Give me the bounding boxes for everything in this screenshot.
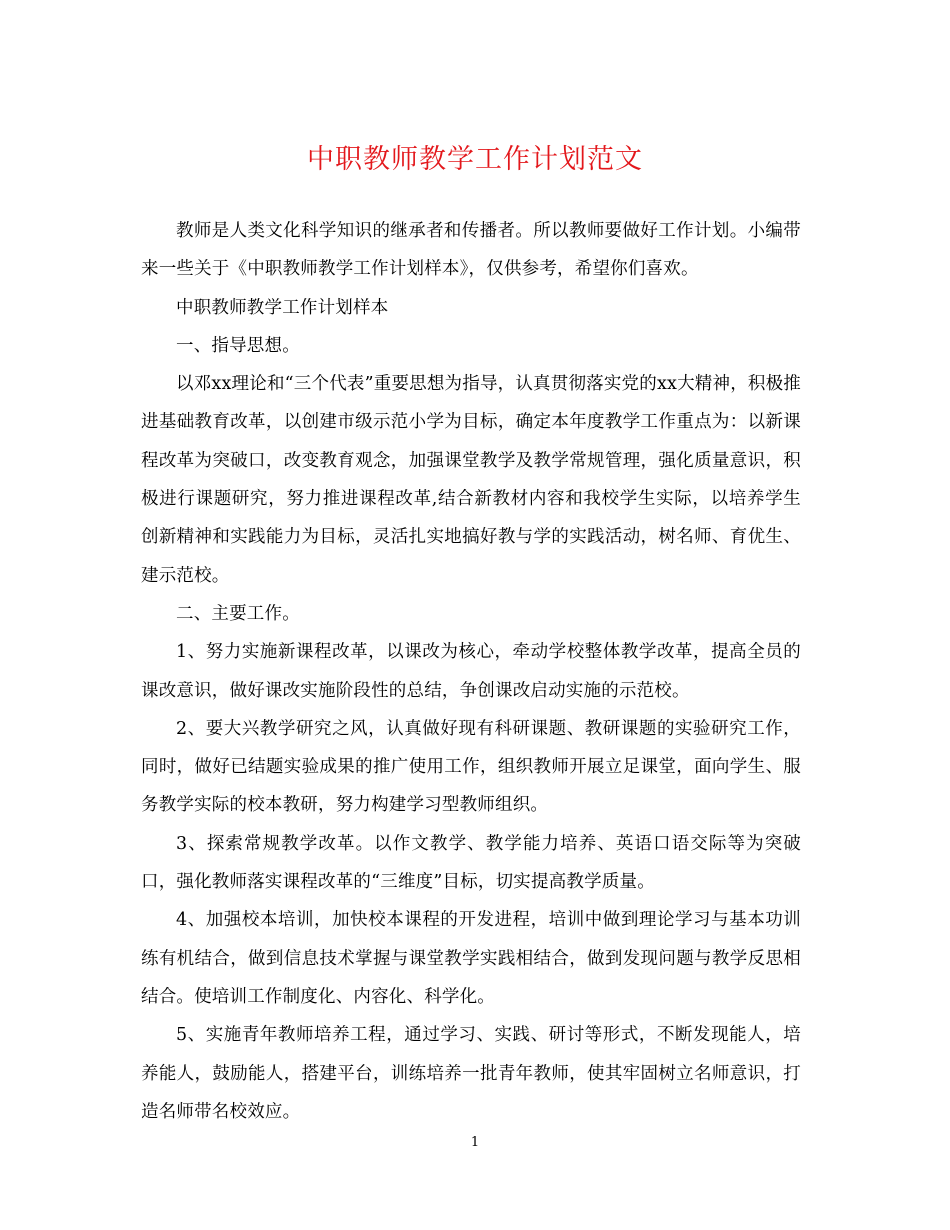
- intro-paragraph: 教师是人类文化科学知识的继承者和传播者。所以教师要做好工作计划。小编带来一些关于《中职教师教学工作计划样本》，仅供参考，希望你们喜欢。: [141, 221, 801, 280]
- work-item-3: 3、探索常规教学改革。以作文教学、教学能力培养、英语口语交际等为突破口，强化教师落实课程改革的“三维度”目标，切实提高教学质量。: [141, 833, 801, 893]
- document-title: 中职教师教学工作计划范文: [307, 144, 643, 175]
- page-number: 1: [470, 1135, 480, 1150]
- document-body: [141, 212, 801, 1131]
- work-item-1: 1、努力实施新课程改革，以课改为核心，牵动学校整体教学改革，提高全员的课改意识，做好课改实施阶段性的总结，争创课改启动实施的示范校。: [141, 642, 801, 701]
- section-subtitle: 中职教师教学工作计划样本: [176, 297, 389, 318]
- work-item-5: 5、实施青年教师培养工程，通过学习、实践、研讨等形式，不断发现能人，培养能人，鼓励能人，搭建平台，训练培养一批青年教师，使其牢固树立名师意识，打造名师带名校效应。: [141, 1025, 801, 1122]
- heading-main-work: 二、主要工作。: [176, 603, 300, 624]
- guiding-ideology-paragraph: 以邓xx理论和“三个代表”重要思想为指导，认真贯彻落实党的xx大精神，积极推进基础教育改革，以创建市级示范小学为目标，确定本年度教学工作重点为：以新课程改革为突破口，改变教育观念，加强课堂教学及教学常规管理，强化质量意识，积极进行课题研究，努力推进课程改革,结合新教材内容和我校学生实际，以培养学生创新精神和实践能力为目标，灵活扎实地搞好教与学的实践活动，树名师、育优生、建示范校。: [141, 374, 801, 586]
- heading-guiding-ideology: 一、指导思想。: [176, 335, 300, 356]
- work-item-4: 4、加强校本培训，加快校本课程的开发进程，培训中做到理论学习与基本功训练有机结合，做到信息技术掌握与课堂教学实践相结合，做到发现问题与教学反思相结合。使培训工作制度化、内容化、科学化。: [141, 910, 801, 1007]
- work-item-2: 2、要大兴教学研究之风，认真做好现有科研课题、教研课题的实验研究工作，同时，做好已结题实验成果的推广使用工作，组织教师开展立足课堂，面向学生、服务教学实际的校本教研，努力构建学习型教师组织。: [141, 718, 801, 816]
